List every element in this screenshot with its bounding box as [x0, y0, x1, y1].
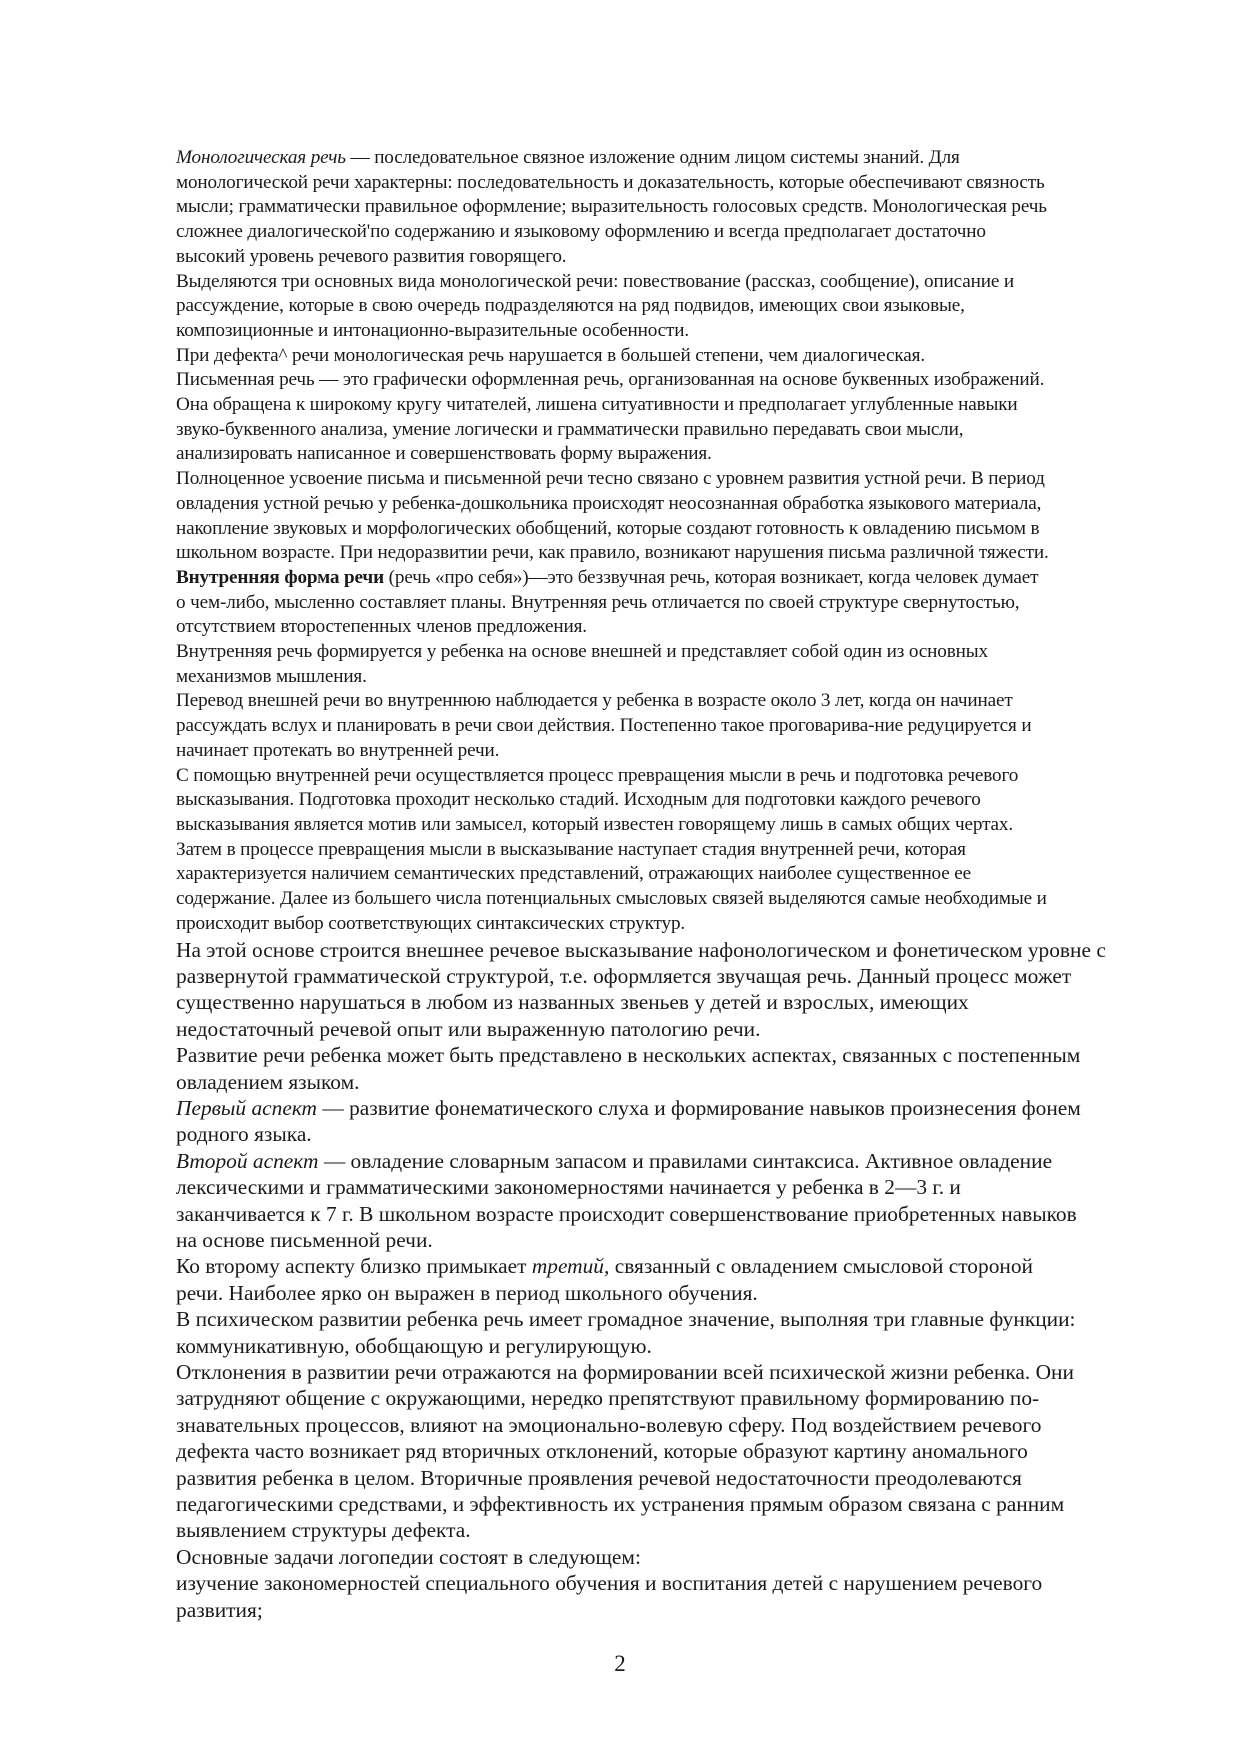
text-line: Она обращена к широкому кругу читателей, лишена ситуативности и предполагает углубленные навыки: [176, 394, 1018, 416]
text-line: характеризуется наличием семантических представлений, отражающих наиболее существенное ее: [176, 863, 971, 885]
text-line: изучение закономерностей специального обучения и воспитания детей с нарушением речевого: [176, 1571, 1043, 1596]
text-line: недостаточный речевой опыт или выраженную патологию речи.: [176, 1016, 761, 1041]
text-line: Основные задачи логопедии состоят в следующем:: [176, 1544, 641, 1569]
paragraph-written-speech: [176, 368, 1156, 467]
text-line: При дефекта^ речи монологическая речь нарушается в большей степени, чем диалогическая.: [176, 344, 925, 366]
text-line: заканчивается к 7 г. В школьном возрасте происходит совершенствование приобретенных навыков: [176, 1201, 1077, 1226]
text-line: дефекта часто возникает ряд вторичных отклонений, которые образуют картину аномального: [176, 1439, 1028, 1464]
paragraph-writing-mastery: [176, 467, 1156, 566]
text-line: Развитие речи ребенка может быть представлено в нескольких аспектах, связанных с постепенным: [176, 1043, 1081, 1068]
text-line: С помощью внутренней речи осуществляется процесс превращения мысли в речь и подготовка речевого: [176, 764, 1019, 786]
text-line: накопление звуковых и морфологических обобщений, которые создают готовность к овладению письмом в: [176, 517, 1040, 539]
text-line: содержание. Далее из большего числа потенциальных смысловых связей выделяются самые необходимые и: [176, 888, 1047, 910]
term-second-aspect: Второй аспект: [176, 1148, 319, 1173]
text-line: Ко второму аспекту близко примыкает: [176, 1254, 532, 1279]
text-line: выявлением структуры дефекта.: [176, 1518, 471, 1543]
paragraph-second-aspect: [176, 1148, 1156, 1254]
term-inner-speech: Внутренняя форма речи: [176, 566, 384, 588]
paragraph-external-utterance: [176, 937, 1156, 1043]
text-line: высказывания является мотив или замысел, который известен говорящему лишь в самых общих чертах.: [176, 813, 1014, 835]
text-line: звуко-буквенного анализа, умение логически и грамматически правильно передавать свои мысли,: [176, 418, 964, 440]
page-number: 2: [614, 1651, 626, 1676]
text-line: знавательных процессов, влияют на эмоционально-волевую сферу. Под воздействием речевого: [176, 1412, 1042, 1437]
text-line: происходит выбор соответствующих синтаксических структур.: [176, 912, 686, 934]
text-line: Затем в процессе превращения мысли в высказывание наступает стадия внутренней речи, которая: [176, 838, 966, 860]
paragraph-types: [176, 270, 1156, 344]
term-monologue: Монологическая речь: [176, 147, 346, 168]
paragraph-utterance-preparation: [176, 764, 1156, 937]
text-line: родного языка.: [176, 1122, 312, 1147]
text-line: Полноценное усвоение письма и письменной речи тесно связано с уровнем развития устной речи. В период: [176, 468, 1045, 490]
text-line: существенно нарушаться в любом из названных звеньев у детей и взрослых, имеющих: [176, 990, 969, 1015]
text-line: сложнее диалогической'по содержанию и языковому оформлению и всегда предполагает достаточно: [176, 221, 986, 243]
text-line: отсутствием второстепенных членов предложения.: [176, 616, 587, 638]
text-line: В психическом развитии ребенка речь имеет громадное значение, выполняя три главные функции:: [176, 1307, 1076, 1332]
paragraph-inner-speech-formation: [176, 640, 1156, 689]
paragraph-inner-speech: [176, 566, 1156, 640]
text-line: педагогическими средствами, и эффективность их устранения прямым образом связана с ранним: [176, 1492, 1065, 1517]
paragraph-task-item: [176, 1570, 1156, 1623]
paragraph-tasks: [176, 1544, 1156, 1570]
text-line: затрудняют общение с окружающими, нередко препятствуют правильному формированию по-: [176, 1386, 1040, 1411]
text-line: — овладение словарным запасом и правилами синтаксиса. Активное овладение: [318, 1148, 1053, 1173]
term-first-aspect: Первый аспект: [176, 1095, 318, 1120]
text-line: высокий уровень речевого развития говорящего.: [176, 245, 567, 267]
text-line: Отклонения в развитии речи отражаются на формировании всей психической жизни ребенка. Они: [176, 1360, 1074, 1384]
text-line: На этой основе строится внешнее речевое высказывание нафонологическом и фонетическом уровне с: [176, 937, 1106, 962]
text-line: высказывания. Подготовка проходит несколько стадий. Исходным для подготовки каждого речевого: [176, 789, 981, 811]
text-line: лексическими и грамматическими закономерностями начинается у ребенка в 2—3 г. и: [176, 1175, 961, 1200]
paragraph-first-aspect: [176, 1095, 1156, 1148]
text-line: — последовательное связное изложение одним лицом системы знаний. Для: [345, 147, 960, 168]
text-line: механизмов мышления.: [176, 665, 367, 687]
text-line: Внутренняя речь формируется у ребенка на основе внешней и представляет собой один из основных: [176, 641, 988, 663]
text-line: Письменная речь — это графически оформленная речь, организованная на основе буквенных изображений.: [176, 369, 1045, 391]
text-line: коммуникативную, обобщающую и регулирующую.: [176, 1333, 652, 1358]
text-line: композиционные и интонационно-выразительные особенности.: [176, 319, 690, 341]
text-line: Перевод внешней речи во внутреннюю наблюдается у ребенка в возрасте около 3 лет, когда он начинает: [176, 690, 1013, 712]
document-page: [176, 146, 1156, 1623]
paragraph-speech-functions: [176, 1306, 1156, 1359]
text-line: анализировать написанное и совершенствовать форму выражения.: [176, 443, 712, 465]
text-line: рассуждать вслух и планировать в речи свои действия. Постепенно такое проговарива-ние редуцируется и: [176, 715, 1032, 737]
paragraph-monologue: [176, 146, 1156, 270]
text-line: овладения устной речью у ребенка-дошкольника происходят неосознанная обработка языкового материала,: [176, 492, 1042, 514]
paragraph-defects: [176, 344, 1156, 369]
text-line: овладением языком.: [176, 1069, 360, 1094]
text-line: Выделяются три основных вида монологической речи: повествование (рассказ, сообщение), описание и: [176, 270, 1015, 292]
text-line: на основе письменной речи.: [176, 1227, 433, 1252]
text-line: речи. Наиболее ярко он выражен в период школьного обучения.: [176, 1280, 758, 1305]
text-line: — развитие фонематического слуха и формирование навыков произнесения фонем: [317, 1095, 1081, 1120]
paragraph-transition: [176, 689, 1156, 763]
term-third-aspect: третий,: [531, 1254, 610, 1279]
text-line: о чем-либо, мысленно составляет планы. Внутренняя речь отличается по своей структуре свернутостью,: [176, 591, 1020, 613]
text-line: развития;: [176, 1597, 263, 1622]
text-line: школьном возрасте. При недоразвитии речи, как правило, возникают нарушения письма различной тяжести.: [176, 542, 1049, 564]
text-line: (речь «про себя»)—это беззвучная речь, которая возникает, когда человек думает: [383, 566, 1039, 588]
text-line: мысли; грамматически правильное оформление; выразительность голосовых средств. Монологическая речь: [176, 196, 1047, 218]
paragraph-development-aspects: [176, 1042, 1156, 1095]
paragraph-deviations: [176, 1359, 1156, 1544]
text-line: начинает протекать во внутренней речи.: [176, 739, 500, 761]
text-line: монологической речи характерны: последовательность и доказательность, которые обеспечивают связность: [176, 171, 1045, 193]
text-line: развернутой грамматической структурой, т.е. оформляется звучащая речь. Данный процесс может: [176, 963, 1072, 988]
text-line: рассуждение, которые в свою очередь подразделяются на ряд подвидов, имеющих свои языковые,: [176, 295, 965, 317]
text-line: развития ребенка в целом. Вторичные проявления речевой недостаточности преодолеваются: [176, 1465, 1022, 1490]
text-line: связанный с овладением смысловой стороной: [609, 1254, 1033, 1279]
paragraph-third-aspect: [176, 1253, 1156, 1306]
